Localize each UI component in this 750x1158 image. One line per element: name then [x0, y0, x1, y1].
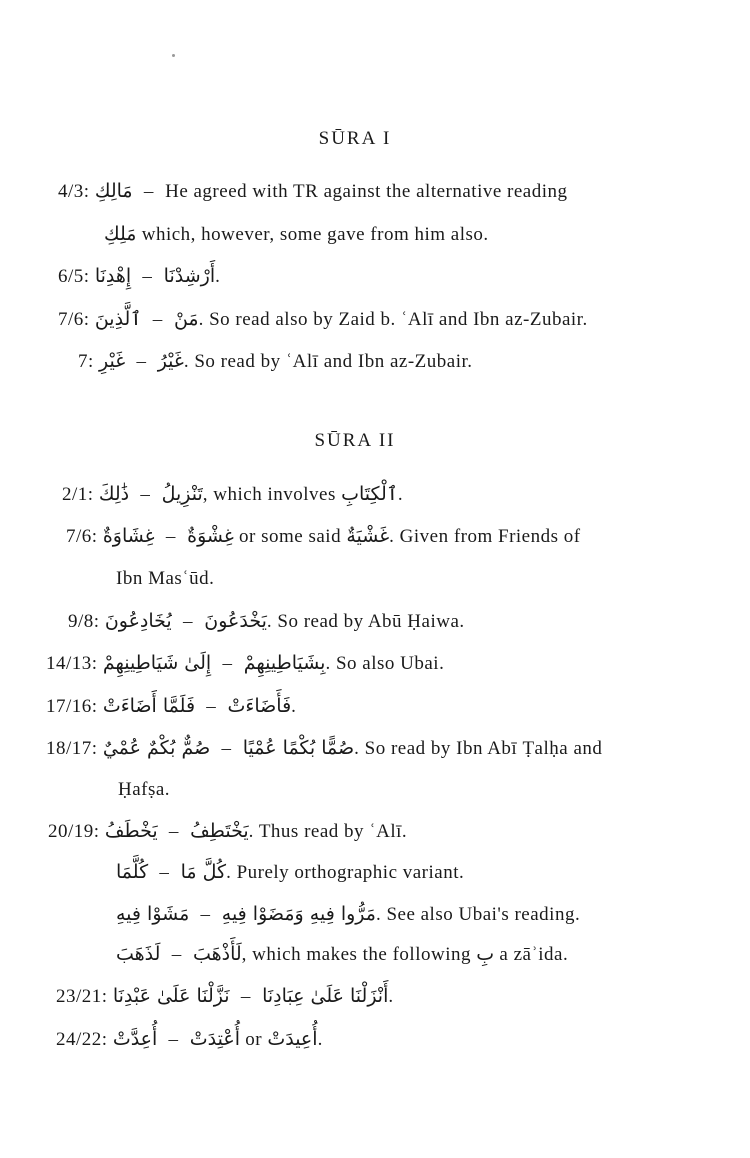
commentary: , which makes the following — [241, 944, 471, 965]
commentary: . So read also by Zaid b. ʿAlī and Ibn az-Zubair. — [198, 309, 588, 330]
commentary-end: a zāʾida. — [499, 944, 569, 965]
arabic-particle: بِ — [476, 943, 495, 965]
dash: – — [222, 653, 233, 674]
entry-20-19-b — [116, 861, 464, 884]
verse-ref: 9/8: — [68, 611, 100, 632]
arabic-variant: غِشْوَةٌ — [187, 525, 234, 547]
arabic-reading: ذَٰلِكَ — [98, 483, 130, 505]
arabic-variant: بِشَيَاطِينِهِمْ — [243, 652, 326, 674]
entry-9-8 — [68, 610, 465, 633]
commentary-end: . — [397, 484, 404, 505]
arabic-reading: إِهْدِنَا — [94, 265, 132, 287]
entry-18-17 — [46, 737, 602, 760]
dash: – — [221, 738, 232, 759]
arabic-reading: كُلَّمَا — [116, 861, 149, 883]
commentary: Ibn Masʿūd. — [116, 568, 215, 589]
dash: – — [142, 266, 153, 287]
arabic-reading: مَالِكِ — [94, 180, 133, 202]
commentary: . — [215, 266, 221, 287]
dash: – — [168, 821, 179, 842]
verse-ref: 18/17: — [46, 738, 98, 759]
arabic-variant: أُعْتِدَتْ — [189, 1028, 241, 1050]
entry-20-19-d — [116, 943, 568, 966]
arabic-reading: يُخَادِعُونَ — [104, 610, 172, 632]
arabic-term: ٱلْكِتَابِ — [341, 483, 398, 505]
commentary: , which involves — [202, 484, 336, 505]
arabic-reading: صُمٌّ بُكْمٌ عُمْيٌ — [102, 737, 211, 759]
commentary: . So read by Abū Ḥaiwa. — [266, 611, 465, 632]
verse-ref: 14/13: — [46, 653, 98, 674]
entry-17-16 — [46, 695, 296, 718]
verse-ref: 20/19: — [48, 821, 100, 842]
arabic-variant: مَرُّوا فِيهِ وَمَضَوْا فِيهِ — [221, 903, 376, 925]
verse-ref: 7/6: — [66, 526, 98, 547]
dash: – — [165, 526, 176, 547]
entry-7-6-cont — [116, 568, 214, 590]
verse-ref: 6/5: — [58, 266, 90, 287]
dash: – — [200, 904, 211, 925]
verse-ref: 24/22: — [56, 1029, 108, 1050]
arabic-reading: مَلِكِ — [104, 223, 137, 245]
arabic-reading: ٱلَّذِينَ — [94, 308, 142, 330]
entry-7-6 — [58, 308, 588, 331]
verse-ref: 4/3: — [58, 181, 90, 202]
entry-23-21 — [56, 985, 394, 1008]
arabic-reading: يَخْطَفُ — [104, 820, 158, 842]
entry-4-3 — [58, 180, 568, 203]
arabic-variant: غَيْرُ — [157, 350, 184, 372]
arabic-variant: أَرْشِدْنَا — [163, 265, 216, 287]
arabic-reading: غِشَاوَةٌ — [102, 525, 155, 547]
verse-ref: 7/6: — [58, 309, 90, 330]
commentary: . — [388, 986, 394, 1007]
arabic-reading: أُعِدَّتْ — [112, 1028, 158, 1050]
dash: – — [152, 309, 163, 330]
dash: – — [171, 944, 182, 965]
arabic-variant-2: أُعِيدَتْ — [267, 1028, 318, 1050]
entry-4-3-cont — [104, 223, 489, 246]
arabic-variant: فَأَضَاءَتْ — [227, 695, 292, 717]
arabic-reading: نَزَّلْنَا عَلَىٰ عَبْدِنَا — [112, 985, 230, 1007]
verse-ref: 17/16: — [46, 696, 98, 717]
arabic-variant: لَأَذْهَبَ — [192, 943, 242, 965]
verse-ref: 2/1: — [62, 484, 94, 505]
arabic-reading: مَشَوْا فِيهِ — [116, 903, 190, 925]
sura-1-heading: SŪRA I — [318, 128, 392, 149]
commentary: . So also Ubai. — [325, 653, 445, 674]
dash: – — [206, 696, 217, 717]
arabic-variant: يَخْتَطِفُ — [190, 820, 249, 842]
entry-7 — [78, 350, 473, 373]
commentary: which, however, some gave from him also. — [141, 224, 489, 245]
commentary: or — [245, 1029, 263, 1050]
commentary: . Thus read by ʿAlī. — [248, 821, 408, 842]
arabic-variant: كُلَّ مَا — [180, 861, 227, 883]
entry-20-19-c — [116, 903, 580, 926]
dash: – — [168, 1029, 179, 1050]
arabic-reading: لَذَهَبَ — [116, 943, 161, 965]
commentary: . So read by ʿAlī and Ibn az-Zubair. — [183, 351, 473, 372]
entry-7-6-b — [66, 525, 581, 548]
verse-ref: 23/21: — [56, 986, 108, 1007]
arabic-reading: فَلَمَّا أَضَاءَتْ — [102, 695, 196, 717]
arabic-variant: تَنْزِيلُ — [161, 483, 203, 505]
dash: – — [136, 351, 147, 372]
arabic-reading: إِلَىٰ شَيَاطِينِهِمْ — [102, 652, 212, 674]
entry-18-17-cont — [118, 779, 170, 801]
sura-2-heading: SŪRA II — [314, 430, 396, 451]
speck — [172, 54, 175, 57]
dash: – — [143, 181, 154, 202]
dash: – — [182, 611, 193, 632]
entry-2-1 — [62, 483, 403, 506]
entry-20-19 — [48, 820, 407, 843]
arabic-reading: غَيْرِ — [99, 350, 126, 372]
commentary: or some said — [239, 526, 342, 547]
entry-14-13 — [46, 652, 444, 675]
commentary: . Purely orthographic variant. — [226, 862, 465, 883]
dash: – — [240, 986, 251, 1007]
arabic-variant-2: غَشْيَةٌ — [346, 525, 390, 547]
arabic-variant: مَنْ — [173, 308, 199, 330]
arabic-variant: يَخْدَعُونَ — [204, 610, 267, 632]
commentary: . See also Ubai's reading. — [375, 904, 581, 925]
commentary: . So read by Ibn Abī Ṭalḥa and — [354, 738, 603, 759]
entry-24-22 — [56, 1028, 323, 1051]
dash: – — [140, 484, 151, 505]
commentary-end: . Given from Friends of — [389, 526, 581, 547]
commentary-end: . — [317, 1029, 323, 1050]
commentary: Ḥafṣa. — [118, 779, 171, 800]
dash: – — [159, 862, 170, 883]
verse-ref: 7: — [78, 351, 94, 372]
commentary: . — [291, 696, 297, 717]
entry-6-5 — [58, 265, 220, 288]
commentary: He agreed with TR against the alternative reading — [165, 181, 568, 202]
arabic-variant: أَنْزَلْنَا عَلَىٰ عِبَادِنَا — [262, 985, 389, 1007]
arabic-variant: صُمًّا بُكْمًا عُمْيًا — [242, 737, 355, 759]
